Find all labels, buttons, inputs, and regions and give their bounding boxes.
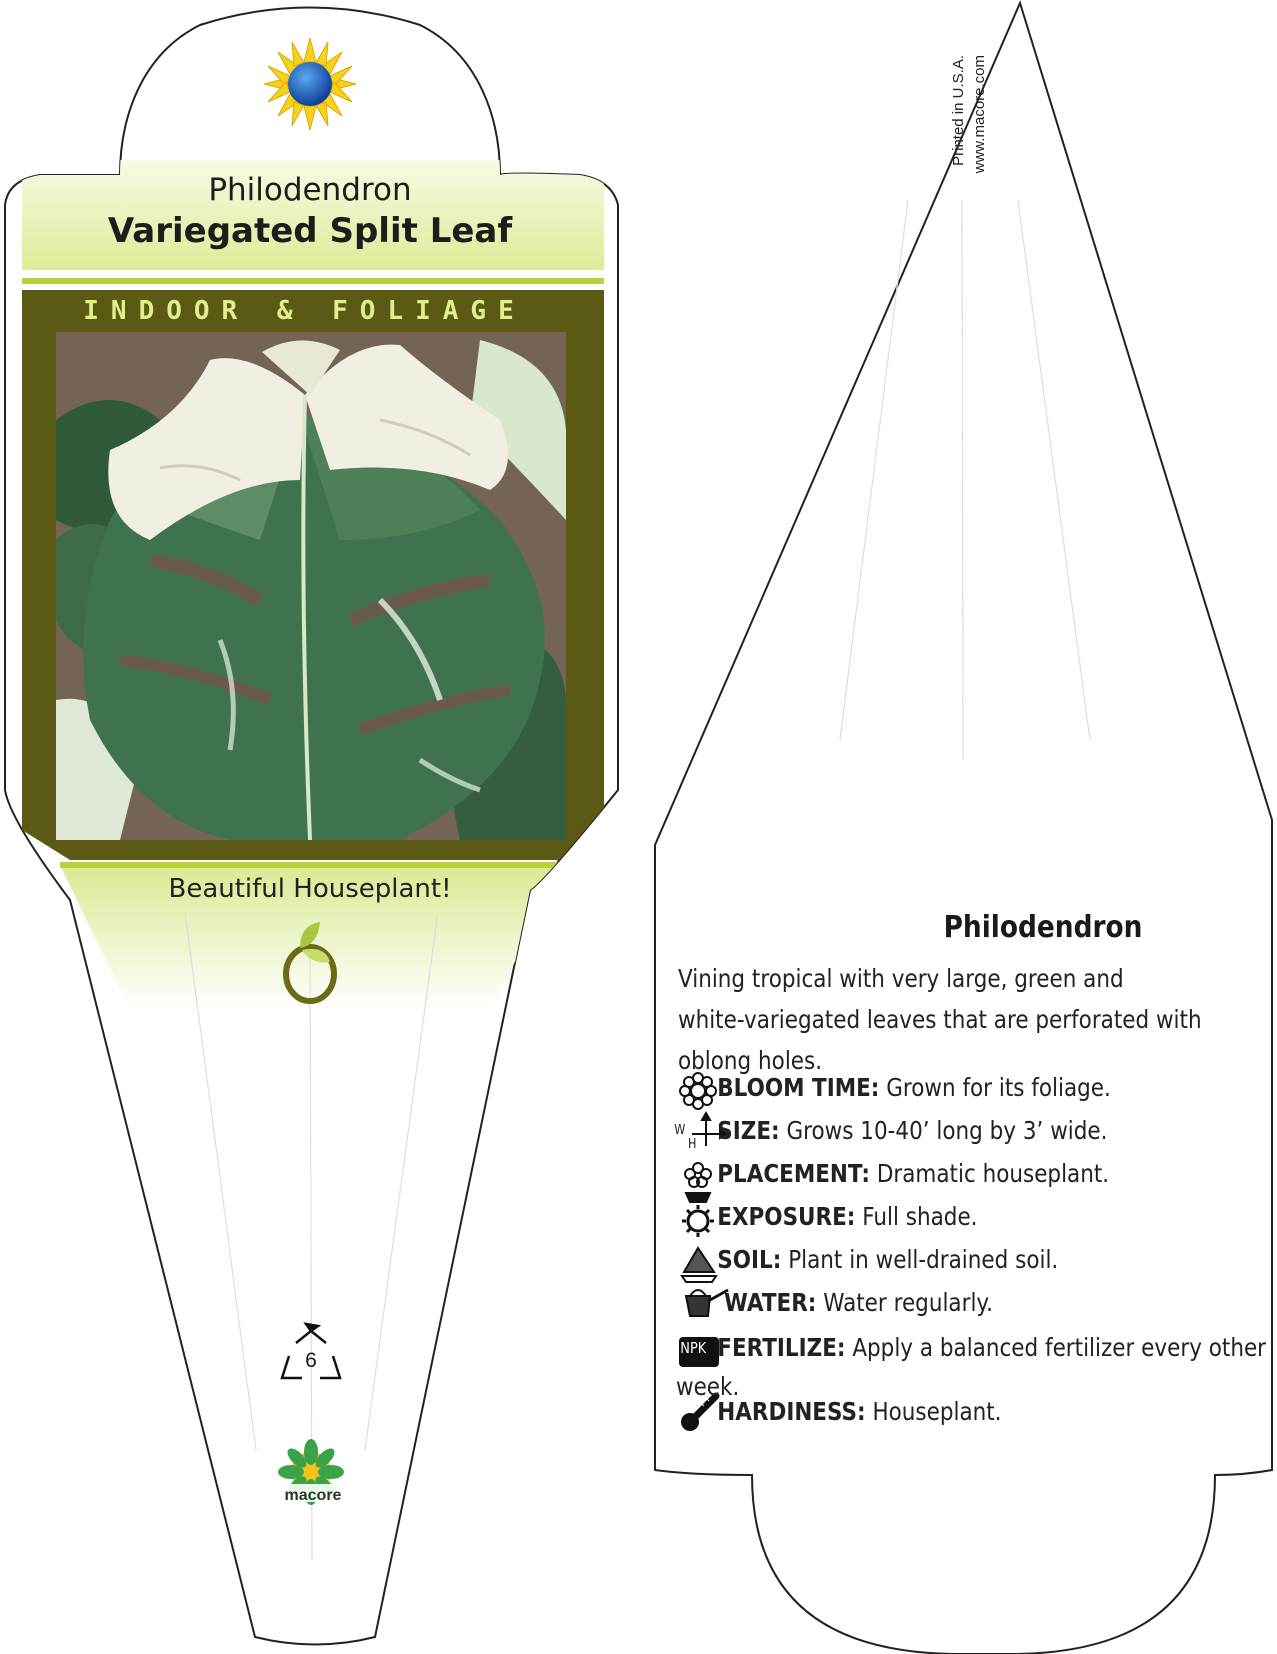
printer-info bbox=[948, 55, 990, 255]
soil-icon bbox=[676, 1244, 714, 1278]
npk-label: NPK bbox=[680, 1339, 707, 1357]
placement-icon bbox=[676, 1158, 714, 1192]
care-value: Full shade. bbox=[862, 1202, 978, 1231]
care-label: HARDINESS: bbox=[717, 1397, 866, 1426]
description-line: white-variegated leaves that are perforated with bbox=[678, 1005, 1202, 1034]
size-icon-w: W bbox=[674, 1123, 686, 1138]
care-value: Plant in well-drained soil. bbox=[788, 1245, 1059, 1274]
description-line: oblong holes. bbox=[678, 1046, 823, 1075]
website: www.macore.com bbox=[971, 55, 988, 174]
size-icon bbox=[674, 1115, 714, 1152]
back-title: Philodendron bbox=[943, 910, 1143, 945]
category-band: INDOOR & FOLIAGE bbox=[83, 296, 526, 326]
recycle-code: 6 bbox=[305, 1349, 317, 1372]
care-value: Dramatic houseplant. bbox=[876, 1159, 1110, 1188]
care-value-continued: week. bbox=[676, 1372, 740, 1401]
care-placement bbox=[676, 1158, 1109, 1198]
thermometer-icon bbox=[676, 1396, 714, 1430]
care-bloom-time bbox=[676, 1072, 1111, 1112]
brand-name: macore bbox=[284, 1487, 342, 1504]
care-value: Grown for its foliage. bbox=[886, 1073, 1111, 1102]
care-value: Houseplant. bbox=[872, 1397, 1002, 1426]
plant-genus: Philodendron bbox=[208, 172, 412, 208]
care-hardiness bbox=[676, 1396, 1002, 1436]
care-value: Grows 10-40’ long by 3’ wide. bbox=[786, 1116, 1108, 1145]
care-value: Apply a balanced fertilizer every other bbox=[852, 1333, 1267, 1362]
care-size bbox=[676, 1115, 1107, 1155]
watering-can-icon bbox=[676, 1287, 714, 1321]
care-label: EXPOSURE: bbox=[717, 1202, 856, 1231]
printed-in: Printed in U.S.A. bbox=[950, 55, 967, 166]
care-exposure bbox=[676, 1201, 978, 1241]
flower-icon bbox=[676, 1072, 714, 1106]
care-value: Water regularly. bbox=[823, 1288, 993, 1317]
fertilizer-icon bbox=[676, 1332, 714, 1366]
care-water bbox=[676, 1287, 993, 1327]
size-icon-h: H bbox=[688, 1137, 697, 1152]
care-soil bbox=[676, 1244, 1058, 1284]
care-fertilize bbox=[676, 1332, 1266, 1372]
description bbox=[678, 958, 1237, 1081]
care-label: SIZE: bbox=[717, 1116, 780, 1145]
tagline: Beautiful Houseplant! bbox=[168, 874, 452, 904]
care-label: FERTILIZE: bbox=[717, 1333, 846, 1362]
sun-icon bbox=[676, 1201, 714, 1235]
plant-photo bbox=[56, 332, 566, 840]
care-label: WATER: bbox=[724, 1288, 817, 1317]
care-label: BLOOM TIME: bbox=[717, 1073, 880, 1102]
care-label: PLACEMENT: bbox=[717, 1159, 871, 1188]
plant-cultivar: Variegated Split Leaf bbox=[107, 211, 513, 251]
description-line: Vining tropical with very large, green and bbox=[678, 964, 1124, 993]
care-label: SOIL: bbox=[717, 1245, 782, 1274]
